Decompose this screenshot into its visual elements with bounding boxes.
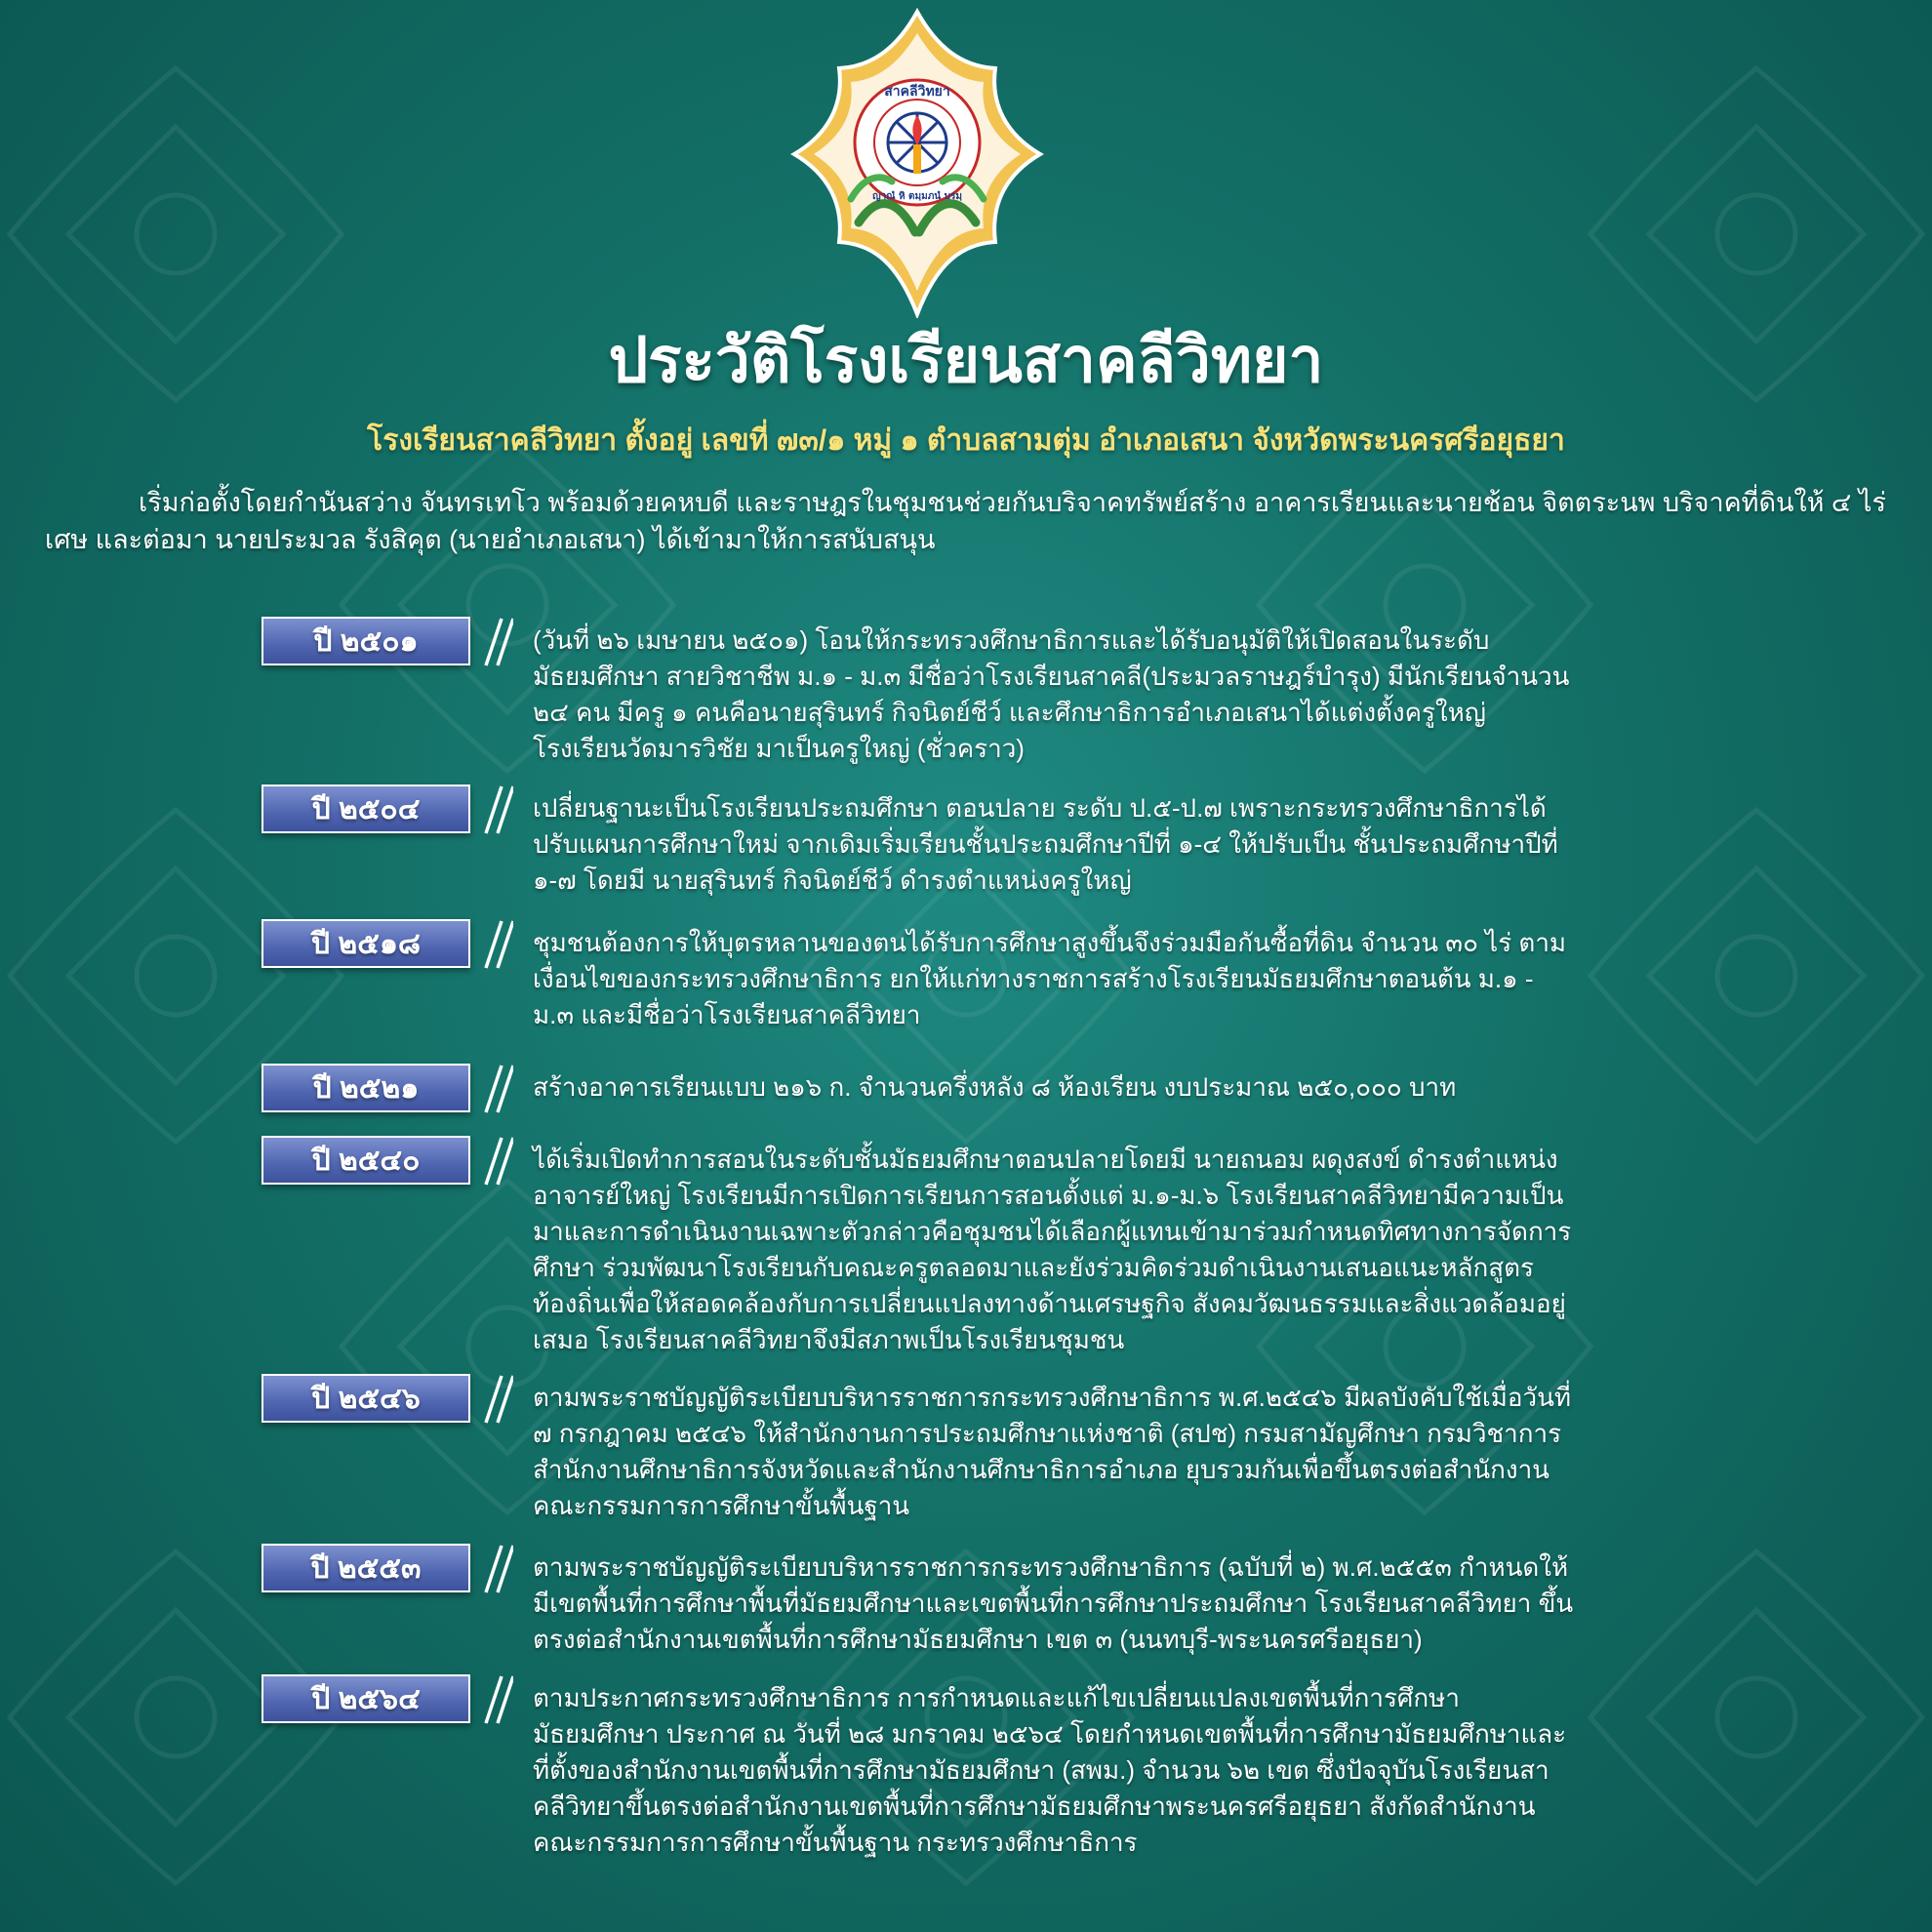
entry-text: ตามพระราชบัญญัติระเบียบบริหารราชการกระทรวงศึกษาธิการ พ.ศ.๒๕๔๖ มีผลบังคับใช้เมื่อวันที่ ๗ กรกฎาคม ๒๕๔๖ ให้สำนักงานการประถมศึกษาแห่งชาติ (สปช) กรมสามัญศึกษา กรมวิชาการ สำนักงานศึกษาธิการจังหวัดและสำนักงานศึกษาธิการอำเภอ ยุบรวมกันเพื่อขึ้นตรงต่อสำนักงานคณะกรรมการการศึกษาขั้นพื้นฐาน [533, 1383, 1572, 1520]
double-slash-icon [472, 1134, 513, 1188]
year-badge: ปี ๒๕๖๔ [262, 1674, 470, 1723]
double-slash-icon [472, 1062, 513, 1116]
year-badge: ปี ๒๕๔๐ [262, 1136, 470, 1185]
double-slash-icon [472, 1672, 513, 1727]
entry-text: (วันที่ ๒๖ เมษายน ๒๕๐๑) โอนให้กระทรวงศึกษาธิการและได้รับอนุมัติให้เปิดสอนในระดับมัธยมศึกษา สายวิชาชีพ ม.๑ - ม.๓ มีชื่อว่าโรงเรียนสาคลี(ประมวลราษฎร์บำรุง) มีนักเรียนจำนวน ๒๔ คน มีครู ๑ คนคือนายสุรินทร์ กิจนิตย์ชีว์ และศึกษาธิการอำเภอเสนาได้แต่งตั้งครูใหญ่โรงเรียนวัดมารวิชัย มาเป็นครูใหญ่ (ชั่วคราว) [533, 625, 1570, 763]
double-slash-icon [472, 1542, 513, 1596]
double-slash-icon [472, 917, 513, 972]
year-badge: ปี ๒๕๔๖ [262, 1374, 470, 1423]
year-badge: ปี ๒๕๕๓ [262, 1544, 470, 1592]
entry-text: สร้างอาคารเรียนแบบ ๒๑๖ ก. จำนวนครึ่งหลัง ๘ ห้องเรียน งบประมาณ ๒๕๐,๐๐๐ บาท [533, 1072, 1457, 1102]
year-badge: ปี ๒๕๑๘ [262, 919, 470, 968]
emblem-text-top: สาคลีวิทยา [884, 84, 950, 100]
double-slash-icon [472, 783, 513, 837]
entry-text: เปลี่ยนฐานะเป็นโรงเรียนประถมศึกษา ตอนปลาย ระดับ ป.๕-ป.๗ เพราะกระทรวงศึกษาธิการได้ปรับแผนการศึกษาใหม่ จากเดิมเริ่มเรียนชั้นประถมศึกษาปีที่ ๑-๔ ให้ปรับเป็น ชั้นประถมศึกษาปีที่ ๑-๗ โดยมี นายสุรินทร์ กิจนิตย์ชีว์ ดำรงตำแหน่งครูใหญ่ [533, 793, 1558, 895]
entry-text: ตามพระราชบัญญัติระเบียบบริหารราชการกระทรวงศึกษาธิการ (ฉบับที่ ๒) พ.ศ.๒๕๕๓ กำหนดให้มีเขตพื้นที่การศึกษาพื้นที่มัธยมศึกษาและเขตพื้นที่การศึกษาประถมศึกษา โรงเรียนสาคลีวิทยา ขึ้นตรงต่อสำนักงานเขตพื้นที่การศึกษามัธยมศึกษา เขต ๓ (นนทบุรี-พระนครศรีอยุธยา) [533, 1552, 1574, 1654]
double-slash-icon [472, 615, 513, 669]
double-slash-icon [472, 1372, 513, 1427]
emblem-text-bottom: ญาณํ หิ ตมฺมภนํ บรมฺ [872, 191, 962, 202]
page-title: ประวัติโรงเรียนสาคลีวิทยา [608, 325, 1324, 395]
year-badge: ปี ๒๕๐๑ [262, 617, 470, 665]
page-subtitle: โรงเรียนสาคลีวิทยา ตั้งอยู่ เลขที่ ๗๓/๑ หมู่ ๑ ตำบลสามตุ่ม อำเภอเสนา จังหวัดพระนครศรีอยุธยา [367, 424, 1565, 457]
intro-paragraph: เริ่มก่อตั้งโดยกำนันสว่าง จันทรเทโว พร้อมด้วยคหบดี และราษฎรในชุมชนช่วยกันบริจาคทรัพย์สร้าง อาคารเรียนและนายช้อน จิตตระนพ บริจาคที่ดินให้ ๔ ไร่เศษ และต่อมา นายประมวล รังสิคุต (นายอำเภอเสนา) ได้เข้ามาให้การสนับสนุน [45, 488, 1886, 554]
year-badge: ปี ๒๕๐๔ [262, 785, 470, 833]
year-badge: ปี ๒๕๒๑ [262, 1064, 470, 1112]
entry-text: ได้เริ่มเปิดทำการสอนในระดับชั้นมัธยมศึกษาตอนปลายโดยมี นายถนอม ผดุงสงข์ ดำรงตำแหน่งอาจารย์ใหญ่ โรงเรียนมีการเปิดการเรียนการสอนตั้งแต่ ม.๑-ม.๖ โรงเรียนสาคลีวิทยามีความเป็นมาและการดำเนินงานเฉพาะตัวกล่าวคือชุมชนได้เลือกผู้แทนเข้ามาร่วมกำหนดทิศทางการจัดการศึกษา ร่วมพัฒนาโรงเรียนกับคณะครูตลอดมาและยังร่วมคิดร่วมดำเนินงานเสนอแนะหลักสูตรท้องถิ่นเพื่อให้สอดคล้องกับการเปลี่ยนแปลงทางด้านเศรษฐกิจ สังคมวัฒนธรรมและสิ่งแวดล้อมอยู่เสมอ โรงเรียนสาคลีวิทยาจึงมีสภาพเป็นโรงเรียนชุมชน [533, 1145, 1572, 1354]
entry-text: ตามประกาศกระทรวงศึกษาธิการ การกำหนดและแก้ไขเปลี่ยนแปลงเขตพื้นที่การศึกษามัธยมศึกษา ประกาศ ณ วันที่ ๒๘ มกราคม ๒๕๖๔ โดยกำหนดเขตพื้นที่การศึกษามัธยมศึกษาและที่ตั้งของสำนักงานเขตพื้นที่การศึกษามัธยมศึกษา (สพม.) จำนวน ๖๒ เขต ซึ่งปัจจุบันโรงเรียนสาคลีวิทยาขึ้นตรงต่อสำนักงานเขตพื้นที่การศึกษามัธยมศึกษาพระนครศรีอยุธยา สังกัดสำนักงานคณะกรรมการการศึกษาขั้นพื้นฐาน กระทรวงศึกษาธิการ [533, 1683, 1567, 1857]
entry-text: ชุมชนต้องการให้บุตรหลานของตนได้รับการศึกษาสูงขึ้นจึงร่วมมือกันซื้อที่ดิน จำนวน ๓๐ ไร่ ตามเงื่อนไขของกระทรวงศึกษาธิการ ยกให้แก่ทางราชการสร้างโรงเรียนมัธยมศึกษาตอนต้น ม.๑ - ม.๓ และมีชื่อว่าโรงเรียนสาคลีวิทยา [533, 928, 1567, 1029]
